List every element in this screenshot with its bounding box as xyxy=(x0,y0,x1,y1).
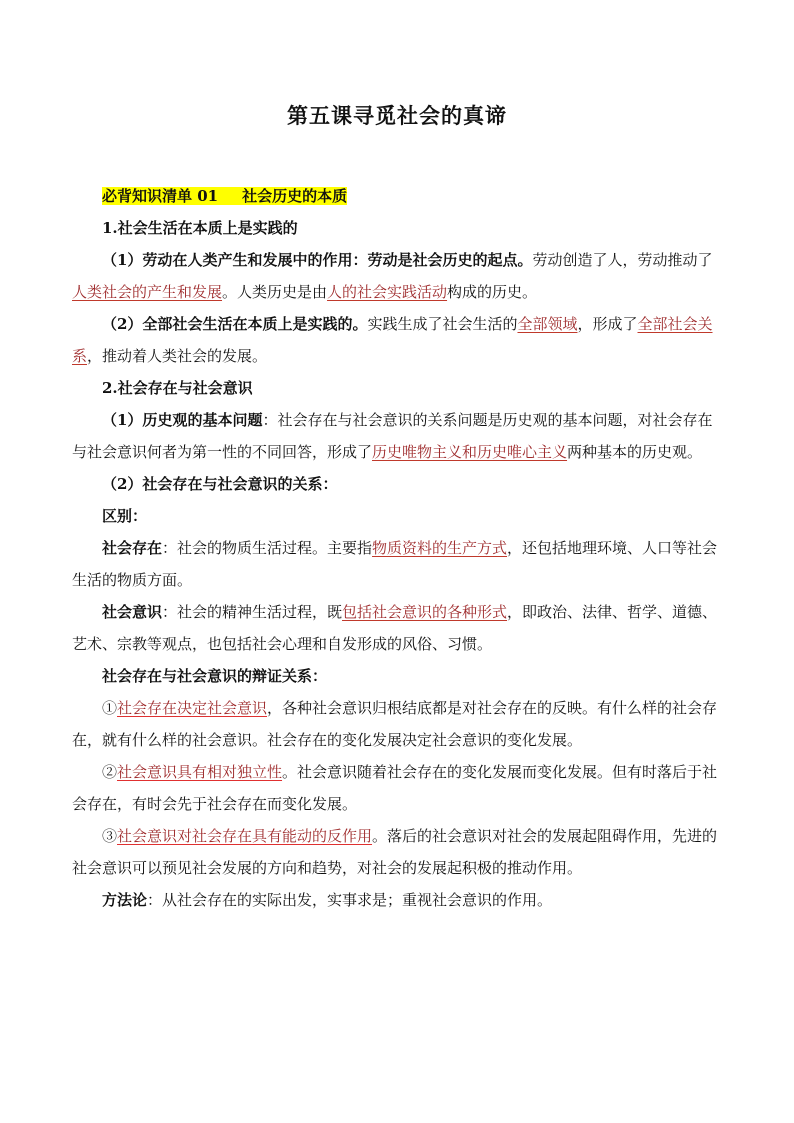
text: ：社会的物质生活过程。主要指 xyxy=(162,539,373,557)
text: ：从社会存在的实际出发，实事求是；重视社会意识的作用。 xyxy=(147,891,553,909)
underlined-term: 社会意识对社会存在具有能动的反作用 xyxy=(117,827,373,845)
section-label xyxy=(102,187,347,205)
underlined-term: 人类社会的产生和发展 xyxy=(72,283,223,301)
paragraph-lead: 社会意识 xyxy=(102,603,163,621)
text: 构成的历史。 xyxy=(447,283,538,301)
underlined-term: 社会存在决定社会意识 xyxy=(117,699,268,717)
paragraph-lead: （2）全部社会生活在本质上是实践的。 xyxy=(102,315,368,333)
underlined-term: 历史唯物主义和历史唯心主义 xyxy=(372,443,568,461)
underlined-term: 全部社会关系 xyxy=(72,315,713,365)
underlined-term: 全部领域 xyxy=(517,315,578,333)
paragraph-point-1 xyxy=(72,692,724,756)
list-number: ② xyxy=(102,763,118,781)
text: ，各种社会意识归根结底都是对社会存在的反映。有什么样的社会存在，就有什么样的社会意识。社会存在的变化发展决定社会意识的变化发展。 xyxy=(72,699,718,749)
underlined-term: 包括社会意识的各种形式 xyxy=(342,603,508,621)
paragraph-lead: （1）历史观的基本问题 xyxy=(102,411,263,429)
subheading-difference: 区别： xyxy=(102,507,148,525)
section-heading xyxy=(72,180,724,212)
paragraph-history-view xyxy=(72,404,724,468)
section-label-text: 必背知识清单 01 xyxy=(102,187,219,205)
text: ，形成了 xyxy=(577,315,638,333)
underlined-term: 人的社会实践活动 xyxy=(327,283,448,301)
paragraph-social-consciousness xyxy=(72,596,724,660)
paragraph-lead: 方法论 xyxy=(102,891,148,909)
text: 。人类历史是由 xyxy=(222,283,328,301)
text: ，推动着人类社会的发展。 xyxy=(87,347,268,365)
paragraph-methodology xyxy=(72,884,724,916)
paragraph-labor xyxy=(72,244,724,308)
text: 。社会意识随着社会存在的变化发展而变化发展。但有时落后于社会存在，有时会先于社会存在而变化发展。 xyxy=(72,763,718,813)
paragraph-lead: 社会存在 xyxy=(102,539,163,557)
heading-2: 2.社会存在与社会意识 xyxy=(102,379,253,397)
paragraph-lead: （1）劳动在人类产生和发展中的作用：劳动是社会历史的起点。 xyxy=(102,251,533,269)
heading-1: 1.社会生活在本质上是实践的 xyxy=(102,219,298,237)
paragraph-social-being xyxy=(72,532,724,596)
list-number: ① xyxy=(102,699,118,717)
subheading-relation: （2）社会存在与社会意识的关系： xyxy=(102,475,338,493)
subheading-dialectic: 社会存在与社会意识的辩证关系： xyxy=(102,667,328,685)
text: ，即政治、法律、哲学、道德、艺术、宗教等观点，也包括社会心理和自发形成的风俗、习惯。 xyxy=(72,603,718,653)
text: ：社会存在与社会意识的关系问题是历史观的基本问题，对社会存在与社会意识何者为第一性的不同回答，形成了 xyxy=(72,411,713,461)
paragraph-point-3 xyxy=(72,820,724,884)
document-body xyxy=(72,180,724,916)
text: ：社会的精神生活过程，既 xyxy=(162,603,343,621)
text: 。落后的社会意识对社会的发展起阻碍作用，先进的社会意识可以预见社会发展的方向和趋势，对社会的发展起积极的推动作用。 xyxy=(72,827,718,877)
paragraph-point-2 xyxy=(72,756,724,820)
underlined-term: 社会意识具有相对独立性 xyxy=(117,763,283,781)
paragraph-practice xyxy=(72,308,724,372)
section-topic: 社会历史的本质 xyxy=(242,187,348,205)
page-title: 第五课寻觅社会的真谛 xyxy=(287,103,507,128)
text: 实践生成了社会生活的 xyxy=(367,315,518,333)
text: 劳动创造了人，劳动推动了 xyxy=(532,251,713,269)
text: 两种基本的历史观。 xyxy=(567,443,703,461)
underlined-term: 物质资料的生产方式 xyxy=(372,539,508,557)
text: ，还包括地理环境、人口等社会生活的物质方面。 xyxy=(72,539,718,589)
list-number: ③ xyxy=(102,827,118,845)
